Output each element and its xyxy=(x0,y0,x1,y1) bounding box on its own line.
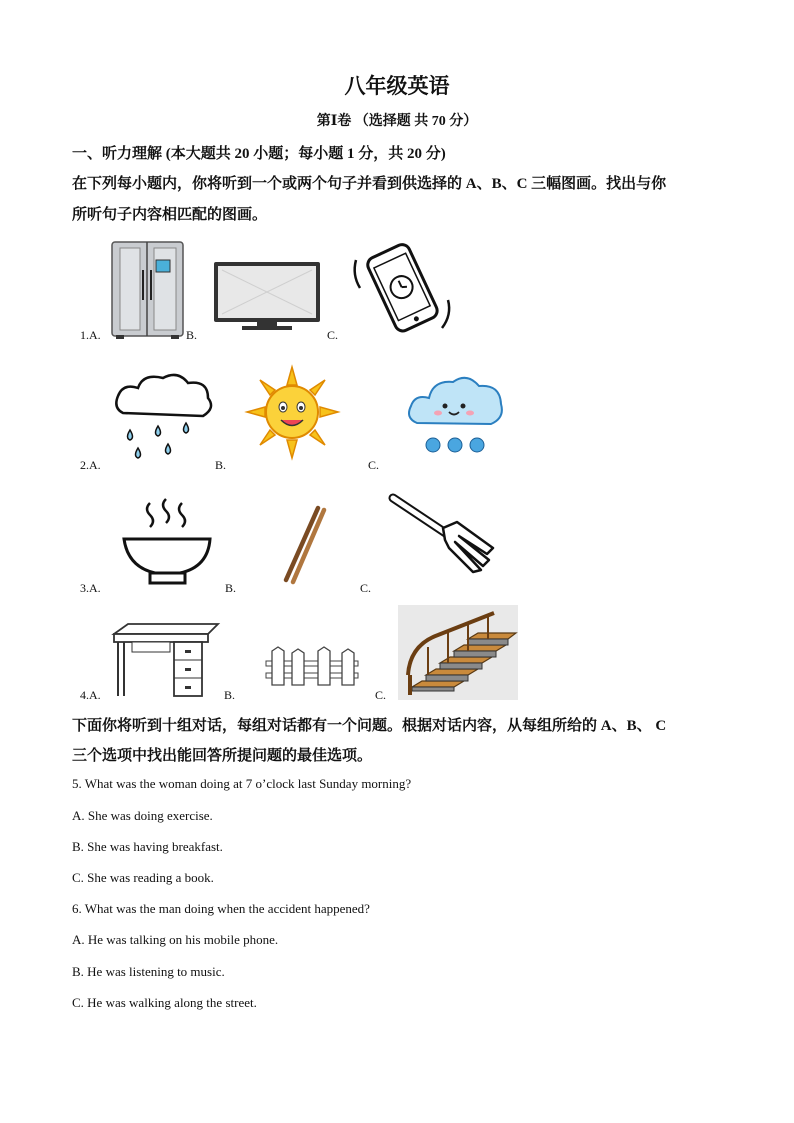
question-number: 4.A. xyxy=(80,688,101,702)
stairs-icon xyxy=(398,605,518,700)
option-label-b: B. xyxy=(215,458,227,472)
option-label-c: C. xyxy=(368,458,380,472)
tv-icon xyxy=(212,260,322,332)
instruction-line: 在下列每小题内，你将听到一个或两个句子并看到供选择的 A、B、C 三幅图画。找出与你 xyxy=(72,176,667,192)
fridge-icon xyxy=(110,240,185,340)
option-label-c: C. xyxy=(360,581,372,595)
answer-option: A. He was talking on his mobile phone. xyxy=(72,932,279,947)
instruction-line: 所听句子内容相匹配的图画。 xyxy=(72,207,268,223)
option-label-c: C. xyxy=(327,328,339,342)
option-label-c: C. xyxy=(375,688,387,702)
instruction-line: 下面你将听到十组对话，每组对话都有一个问题。根据对话内容，从每组所给的 A、B、 C xyxy=(72,718,667,734)
fork-icon xyxy=(385,490,500,575)
question-stem: 6. What was the man doing when the accident happened? xyxy=(72,901,370,916)
answer-option: C. He was walking along the street. xyxy=(72,995,257,1010)
phone-alarm-icon xyxy=(350,240,455,335)
snow-cloud-icon xyxy=(405,368,505,460)
rain-cloud-icon xyxy=(108,368,218,463)
sun-icon xyxy=(245,365,340,460)
question-number: 1.A. xyxy=(80,328,101,342)
option-label-b: B. xyxy=(224,688,236,702)
page-subtitle: 第Ⅰ卷 （选择题 共 70 分） xyxy=(316,114,478,129)
answer-option: B. She was having breakfast. xyxy=(72,839,223,854)
option-label-b: B. xyxy=(225,581,237,595)
bowl-icon xyxy=(120,495,215,590)
option-label-b: B. xyxy=(186,328,198,342)
fence-icon xyxy=(262,645,362,687)
chopsticks-icon xyxy=(280,505,330,585)
page-title: 八年级英语 xyxy=(344,74,450,98)
answer-option: B. He was listening to music. xyxy=(72,964,225,979)
question-stem: 5. What was the woman doing at 7 o’clock last Sunday morning? xyxy=(72,776,412,791)
answer-option: A. She was doing exercise. xyxy=(72,808,213,823)
section-heading: 一、听力理解 (本大题共 20 小题；每小题 1 分，共 20 分) xyxy=(72,146,446,162)
question-number: 2.A. xyxy=(80,458,101,472)
answer-option: C. She was reading a book. xyxy=(72,870,214,885)
desk-icon xyxy=(108,620,220,700)
instruction-line: 三个选项中找出能回答所提问题的最佳选项。 xyxy=(72,748,373,764)
question-number: 3.A. xyxy=(80,581,101,595)
